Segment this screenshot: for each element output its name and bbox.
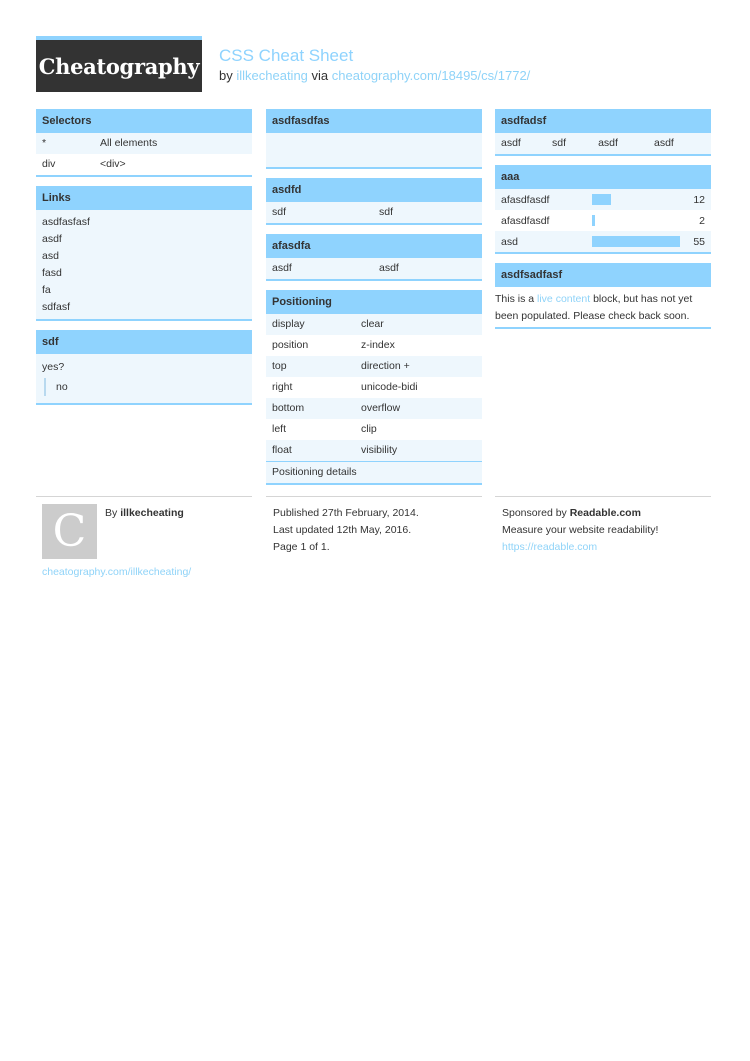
sponsor-line — [502, 505, 658, 522]
description-cell: All elements — [100, 137, 158, 149]
list-item: asdfasfasf — [42, 216, 90, 228]
footer-divider — [266, 496, 482, 497]
sdf-title: sdf — [36, 330, 252, 354]
bar-fill — [592, 236, 680, 247]
sponsored-by: Sponsored by — [502, 507, 567, 519]
list-item: asdf — [42, 233, 62, 245]
column-2 — [266, 109, 482, 494]
table-row — [266, 398, 482, 419]
aaa-title: aaa — [495, 165, 711, 189]
selector-cell: div — [42, 158, 56, 170]
cell: asdf — [598, 137, 618, 149]
bar-track — [592, 215, 680, 226]
table-row — [266, 419, 482, 440]
table-row — [495, 133, 711, 154]
selectors-title: Selectors — [36, 109, 252, 133]
cell: top — [272, 360, 287, 372]
cell: asdf — [272, 262, 292, 274]
table-row — [266, 314, 482, 335]
empty-block-body — [266, 133, 482, 167]
cell: visibility — [361, 444, 398, 456]
cell: overflow — [361, 402, 401, 414]
cheatography-logo[interactable]: Cheatography — [36, 36, 202, 92]
byline — [219, 68, 530, 83]
cell: float — [272, 444, 292, 456]
footer-author — [105, 505, 184, 522]
table-row — [266, 440, 482, 461]
bar-fill — [592, 194, 611, 205]
links-title: Links — [36, 186, 252, 210]
description-cell: <div> — [100, 158, 126, 170]
asdfasdfas-title: asdfasdfas — [266, 109, 482, 133]
details-text: Positioning details — [272, 466, 357, 478]
footer-divider — [495, 496, 711, 497]
column-3 — [495, 109, 711, 338]
bar-row — [495, 231, 711, 252]
afasdfa-block — [266, 234, 482, 281]
table-row — [266, 335, 482, 356]
sponsor-link[interactable]: https://readable.com — [502, 541, 598, 553]
aaa-block — [495, 165, 711, 254]
asdfadsf-block — [495, 109, 711, 156]
sheet-url-link[interactable]: cheatography.com/18495/cs/1772/ — [331, 68, 531, 83]
published-date: Published 27th February, 2014. — [273, 507, 419, 519]
bar-value: 55 — [693, 235, 705, 248]
bar-value: 2 — [699, 214, 705, 227]
positioning-details — [266, 461, 482, 483]
sponsor-name[interactable]: Readable.com — [569, 507, 641, 519]
sponsor-tagline: Measure your website readability! — [502, 524, 659, 536]
live-content-link[interactable]: live content — [537, 293, 591, 305]
bar-fill — [592, 215, 595, 226]
cell: asdf — [501, 137, 521, 149]
live-content-notice — [495, 287, 711, 327]
cell: position — [272, 339, 309, 351]
table-row — [266, 356, 482, 377]
cell: sdf — [272, 206, 287, 218]
cell: sdf — [552, 137, 567, 149]
table-row — [36, 154, 252, 175]
asdfsadfasf-title: asdfsadfasf — [495, 263, 711, 287]
afasdfa-title: afasdfa — [266, 234, 482, 258]
by-word: By — [105, 507, 118, 519]
answer-text: no — [44, 378, 246, 396]
cell: asdf — [379, 262, 399, 274]
selectors-block — [36, 109, 252, 177]
bar-track — [592, 236, 680, 247]
asdfd-title: asdfd — [266, 178, 482, 202]
positioning-title: Positioning — [266, 290, 482, 314]
asdfasdfas-block — [266, 109, 482, 169]
sponsor-info — [502, 505, 658, 556]
positioning-block — [266, 290, 482, 485]
author-avatar[interactable]: C — [42, 504, 97, 559]
list-item: fasd — [42, 267, 62, 279]
notice-text-after: block, but has not yet been populated. Please check back soon. — [495, 293, 693, 322]
updated-date: Last updated 12th May, 2016. — [273, 524, 412, 536]
cell: right — [272, 381, 293, 393]
cell: clip — [361, 423, 377, 435]
asdfd-block — [266, 178, 482, 225]
cell: display — [272, 318, 305, 330]
bar-row — [495, 210, 711, 231]
list-item: fa — [42, 284, 51, 296]
asdfadsf-title: asdfadsf — [495, 109, 711, 133]
cell: clear — [361, 318, 384, 330]
footer-divider — [36, 496, 252, 497]
cell: direction + — [361, 360, 410, 372]
sdf-body — [36, 354, 252, 403]
cell: sdf — [379, 206, 394, 218]
via-word: via — [311, 68, 329, 83]
links-block — [36, 186, 252, 321]
author-profile-link[interactable]: cheatography.com/illkecheating/ — [42, 566, 192, 578]
cell: left — [272, 423, 287, 435]
column-1 — [36, 109, 252, 414]
list-item: asd — [42, 250, 59, 262]
question-text: yes? — [42, 361, 65, 373]
cell: unicode-bidi — [361, 381, 418, 393]
cell: asdf — [654, 137, 674, 149]
cell: bottom — [272, 402, 305, 414]
author-name[interactable]: illkecheating — [120, 507, 184, 519]
asdfsadfasf-block — [495, 263, 711, 329]
publish-info — [273, 505, 419, 556]
table-row — [36, 133, 252, 154]
list-item: sdfasf — [42, 301, 71, 313]
sdf-block — [36, 330, 252, 405]
bar-label: asd — [501, 235, 518, 248]
bar-label: afasdfasdf — [501, 193, 550, 206]
links-list — [36, 210, 252, 319]
bar-row — [495, 189, 711, 210]
bar-value: 12 — [693, 193, 705, 206]
table-row — [266, 377, 482, 398]
notice-text-before: This is a — [495, 293, 535, 305]
table-row — [266, 202, 482, 223]
by-word: by — [219, 68, 233, 83]
author-link[interactable]: illkecheating — [236, 68, 308, 83]
page-number: Page 1 of 1. — [273, 541, 330, 553]
bar-track — [592, 194, 680, 205]
sheet-title[interactable]: CSS Cheat Sheet — [219, 46, 354, 65]
bar-label: afasdfasdf — [501, 214, 550, 227]
selector-cell: * — [42, 137, 47, 149]
table-row — [266, 258, 482, 279]
cell: z-index — [361, 339, 395, 351]
